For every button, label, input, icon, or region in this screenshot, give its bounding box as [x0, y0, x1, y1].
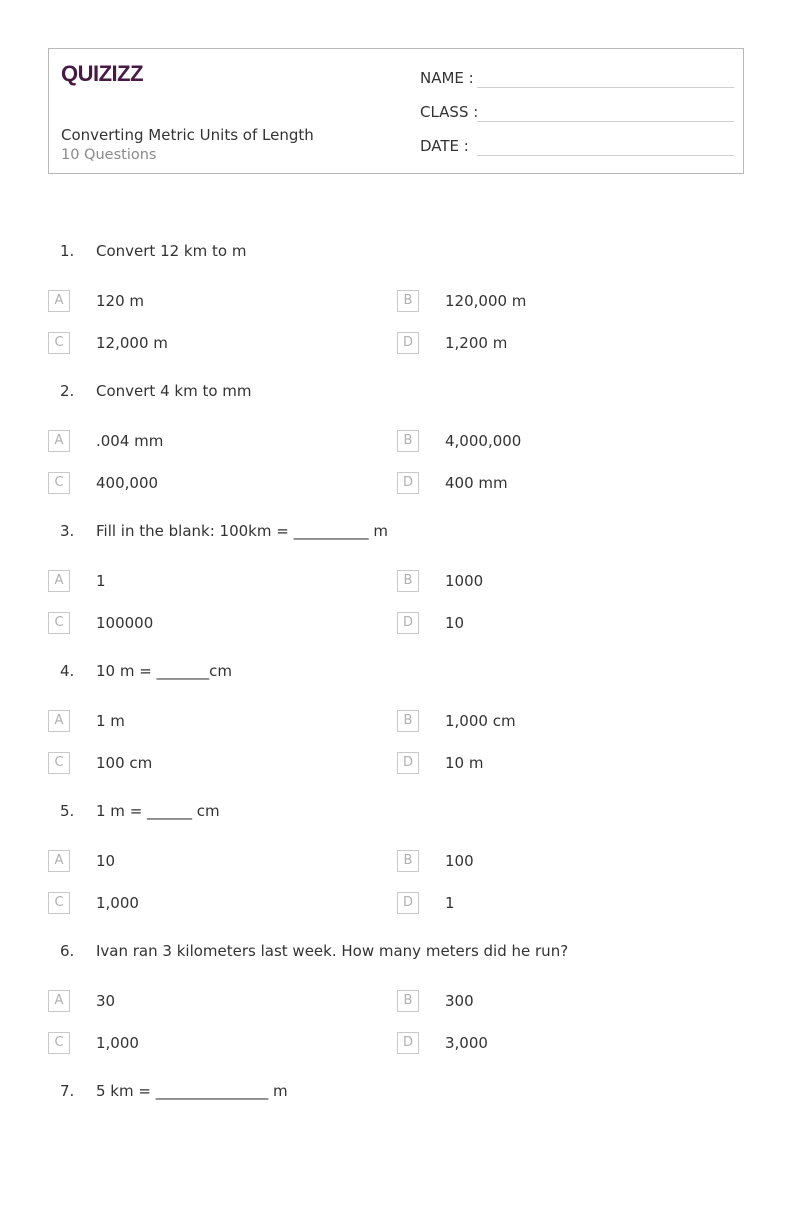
option-letter-box[interactable]: B [397, 430, 419, 452]
option-text: 12,000 m [96, 334, 168, 352]
question [0, 522, 794, 652]
question-number: 4. [60, 662, 75, 680]
question-text: 5 km = _______________ m [96, 1082, 288, 1100]
option-letter-box[interactable]: C [48, 472, 70, 494]
question [0, 662, 794, 792]
answer-option[interactable] [397, 290, 697, 314]
option-text: 1 m [96, 712, 125, 730]
question-text: 10 m = _______cm [96, 662, 232, 680]
worksheet-header [48, 48, 744, 174]
option-text: 10 [96, 852, 116, 870]
question-text: Ivan ran 3 kilometers last week. How many meters did he run? [96, 942, 569, 960]
answer-option[interactable] [48, 850, 348, 874]
option-text: 1 [96, 572, 106, 590]
option-letter-box[interactable]: B [397, 850, 419, 872]
class-field[interactable] [420, 103, 734, 125]
question-count: 10 Questions [61, 147, 157, 163]
option-text: 120,000 m [445, 292, 527, 310]
answer-option[interactable] [397, 990, 697, 1014]
answer-option[interactable] [397, 332, 697, 356]
question [0, 382, 794, 512]
svg-text:QUIZIZZ: QUIZIZZ [61, 61, 144, 86]
question [0, 242, 794, 372]
option-letter-box[interactable]: B [397, 990, 419, 1012]
answer-option[interactable] [48, 570, 348, 594]
option-text: 1 [445, 894, 455, 912]
date-label: DATE : [420, 137, 469, 155]
answer-option[interactable] [48, 472, 348, 496]
option-text: 1,200 m [445, 334, 508, 352]
option-letter-box[interactable]: B [397, 710, 419, 732]
question-number: 6. [60, 942, 75, 960]
option-text: 100 [445, 852, 474, 870]
answer-option[interactable] [397, 570, 697, 594]
question-text: Convert 4 km to mm [96, 382, 252, 400]
name-line[interactable] [477, 87, 734, 88]
option-letter-box[interactable]: B [397, 570, 419, 592]
option-letter-box[interactable]: D [397, 612, 419, 634]
option-text: 10 [445, 614, 465, 632]
answer-option[interactable] [48, 1032, 348, 1056]
question [0, 802, 794, 932]
option-text: 1,000 [96, 1034, 139, 1052]
question-text: Convert 12 km to m [96, 242, 247, 260]
option-letter-box[interactable]: A [48, 850, 70, 872]
question-number: 1. [60, 242, 75, 260]
question-text: 1 m = ______ cm [96, 802, 220, 820]
answer-option[interactable] [48, 290, 348, 314]
option-letter-box[interactable]: D [397, 892, 419, 914]
question-number: 7. [60, 1082, 75, 1100]
option-letter-box[interactable]: A [48, 990, 70, 1012]
answer-option[interactable] [397, 612, 697, 636]
option-letter-box[interactable]: C [48, 892, 70, 914]
answer-option[interactable] [397, 430, 697, 454]
option-letter-box[interactable]: D [397, 752, 419, 774]
option-text: 10 m [445, 754, 484, 772]
class-line[interactable] [477, 121, 734, 122]
option-text: 120 m [96, 292, 145, 310]
question [0, 942, 794, 1072]
name-field[interactable] [420, 69, 734, 91]
answer-option[interactable] [397, 892, 697, 916]
question-number: 5. [60, 802, 75, 820]
answer-option[interactable] [48, 752, 348, 776]
class-label: CLASS : [420, 103, 479, 121]
answer-option[interactable] [48, 332, 348, 356]
option-letter-box[interactable]: D [397, 1032, 419, 1054]
answer-option[interactable] [397, 1032, 697, 1056]
option-letter-box[interactable]: C [48, 612, 70, 634]
answer-option[interactable] [48, 892, 348, 916]
date-line[interactable] [477, 155, 734, 156]
option-text: 1000 [445, 572, 484, 590]
option-text: 30 [96, 992, 116, 1010]
option-letter-box[interactable]: A [48, 710, 70, 732]
option-letter-box[interactable]: C [48, 332, 70, 354]
answer-option[interactable] [48, 612, 348, 636]
answer-option[interactable] [397, 710, 697, 734]
option-letter-box[interactable]: D [397, 472, 419, 494]
option-text: 400 mm [445, 474, 508, 492]
question-text: Fill in the blank: 100km = __________ m [96, 522, 388, 540]
question-number: 2. [60, 382, 75, 400]
option-text: 100000 [96, 614, 154, 632]
date-field[interactable] [420, 137, 734, 159]
worksheet-title: Converting Metric Units of Length [61, 126, 314, 144]
option-letter-box[interactable]: A [48, 290, 70, 312]
question-number: 3. [60, 522, 75, 540]
answer-option[interactable] [48, 430, 348, 454]
option-letter-box[interactable]: B [397, 290, 419, 312]
answer-option[interactable] [48, 990, 348, 1014]
option-text: 100 cm [96, 754, 153, 772]
answer-option[interactable] [397, 752, 697, 776]
name-label: NAME : [420, 69, 474, 87]
option-letter-box[interactable]: C [48, 1032, 70, 1054]
option-text: 1,000 [96, 894, 139, 912]
option-letter-box[interactable]: D [397, 332, 419, 354]
question [0, 1082, 794, 1212]
option-text: 3,000 [445, 1034, 488, 1052]
option-text: 300 [445, 992, 474, 1010]
option-letter-box[interactable]: C [48, 752, 70, 774]
option-letter-box[interactable]: A [48, 430, 70, 452]
answer-option[interactable] [48, 710, 348, 734]
quizizz-logo [61, 59, 153, 89]
answer-option[interactable] [397, 472, 697, 496]
option-text: 400,000 [96, 474, 159, 492]
option-text: 1,000 cm [445, 712, 516, 730]
option-text: .004 mm [96, 432, 164, 450]
option-letter-box[interactable]: A [48, 570, 70, 592]
option-text: 4,000,000 [445, 432, 522, 450]
answer-option[interactable] [397, 850, 697, 874]
